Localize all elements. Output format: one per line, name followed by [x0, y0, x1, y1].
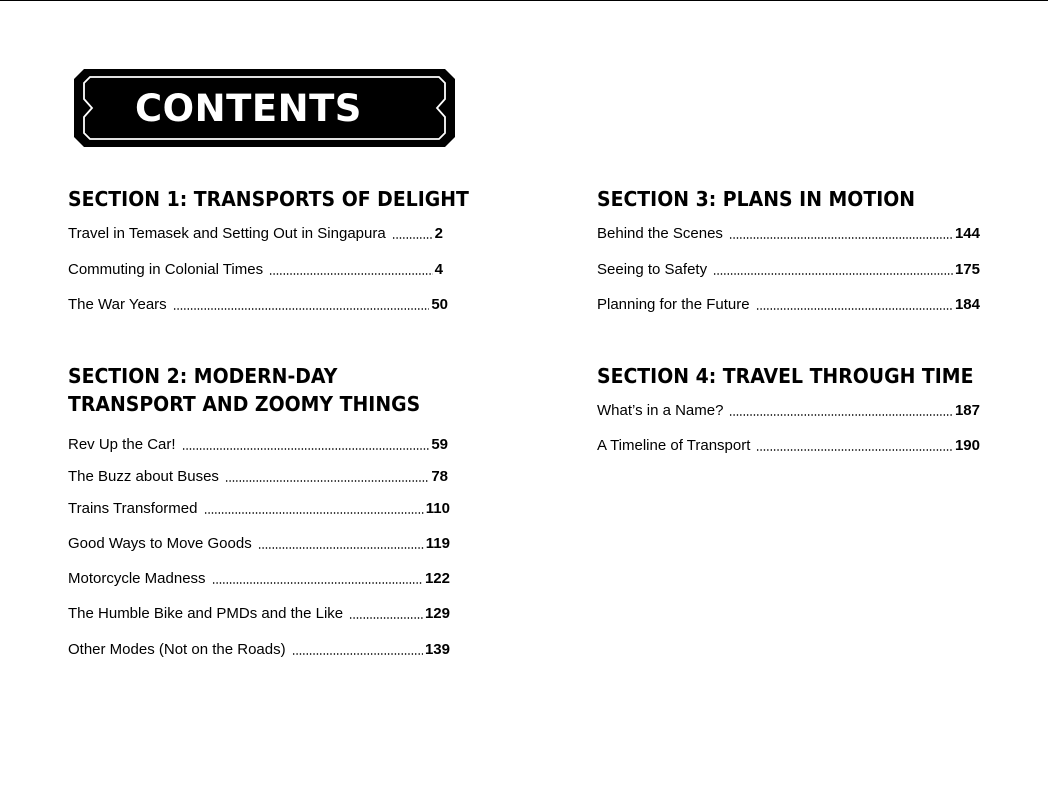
- section-2: [68, 362, 450, 658]
- dot-leader: [173, 308, 430, 310]
- entry-page: 50: [431, 296, 448, 313]
- dot-leader: [756, 308, 953, 310]
- entry-page: 78: [431, 468, 448, 485]
- toc-entry[interactable]: [68, 500, 450, 518]
- dot-leader: [204, 512, 424, 514]
- entry-page: 175: [954, 261, 980, 278]
- dot-leader: [729, 237, 953, 239]
- entry-page: 122: [424, 570, 450, 587]
- section-title: [597, 185, 949, 213]
- toc-entry[interactable]: [597, 261, 980, 279]
- toc-entry[interactable]: [68, 225, 443, 243]
- entry-page: 59: [431, 436, 448, 453]
- top-rule: [0, 0, 1048, 1]
- dot-leader: [349, 617, 423, 619]
- toc-entry[interactable]: [597, 296, 980, 314]
- toc-entry[interactable]: [68, 468, 448, 486]
- entry-title: Rev Up the Car!: [68, 436, 176, 453]
- dot-leader: [392, 237, 433, 239]
- section-title-line: TRANSPORT AND ZOOMY THINGS: [68, 392, 421, 416]
- section-3: [597, 185, 980, 313]
- entry-page: 129: [424, 605, 450, 622]
- entry-title: What’s in a Name?: [597, 402, 724, 419]
- dot-leader: [292, 653, 423, 655]
- dot-leader: [182, 448, 430, 450]
- entry-title: Motorcycle Madness: [68, 570, 206, 587]
- entry-page: 4: [434, 261, 443, 278]
- entry-page: 2: [434, 225, 443, 242]
- dot-leader: [713, 273, 953, 275]
- entry-title: Travel in Temasek and Setting Out in Singapura: [68, 225, 386, 242]
- entry-title: The Humble Bike and PMDs and the Like: [68, 605, 344, 622]
- entry-page: 110: [425, 500, 450, 517]
- toc-entry[interactable]: [68, 641, 450, 659]
- entry-title: The Buzz about Buses: [68, 468, 219, 485]
- toc-entry[interactable]: [68, 570, 450, 588]
- entry-page: 119: [425, 535, 450, 552]
- entry-title: Planning for the Future: [597, 296, 750, 313]
- contents-banner: [74, 69, 455, 147]
- toc-entry[interactable]: [597, 437, 980, 455]
- toc-entry[interactable]: [68, 605, 450, 623]
- entry-title: Commuting in Colonial Times: [68, 261, 264, 278]
- toc-entry[interactable]: [68, 436, 448, 454]
- entry-page: 187: [954, 402, 980, 419]
- entry-title: A Timeline of Transport: [597, 437, 751, 454]
- section-title: [597, 362, 974, 390]
- section-1: [68, 185, 469, 313]
- entry-title: Good Ways to Move Goods: [68, 535, 252, 552]
- section-title: [68, 362, 419, 418]
- entry-page: 184: [954, 296, 980, 313]
- section-title: [68, 185, 469, 213]
- toc-entry[interactable]: [68, 261, 443, 279]
- entry-title: Other Modes (Not on the Roads): [68, 641, 286, 658]
- dot-leader: [269, 273, 433, 275]
- dot-leader: [756, 449, 953, 451]
- entry-title: The War Years: [68, 296, 167, 313]
- section-title-line: SECTION 3: PLANS IN MOTION: [597, 187, 916, 211]
- section-4: [597, 362, 980, 454]
- entry-page: 139: [424, 641, 450, 658]
- toc-entry[interactable]: [597, 225, 980, 243]
- entry-title: Seeing to Safety: [597, 261, 708, 278]
- page-title: CONTENTS: [135, 86, 362, 130]
- dot-leader: [729, 414, 953, 416]
- toc-entry[interactable]: [597, 402, 980, 420]
- entry-title: Trains Transformed: [68, 500, 198, 517]
- entry-page: 144: [954, 225, 980, 242]
- section-title-line: SECTION 2: MODERN-DAY: [68, 364, 338, 388]
- dot-leader: [225, 480, 429, 482]
- dot-leader: [212, 582, 423, 584]
- entry-page: 190: [954, 437, 980, 454]
- section-title-line: SECTION 1: TRANSPORTS OF DELIGHT: [68, 187, 469, 211]
- section-title-line: SECTION 4: TRAVEL THROUGH TIME: [597, 364, 974, 388]
- toc-entry[interactable]: [68, 535, 450, 553]
- dot-leader: [258, 547, 424, 549]
- entry-title: Behind the Scenes: [597, 225, 723, 242]
- toc-entry[interactable]: [68, 296, 448, 314]
